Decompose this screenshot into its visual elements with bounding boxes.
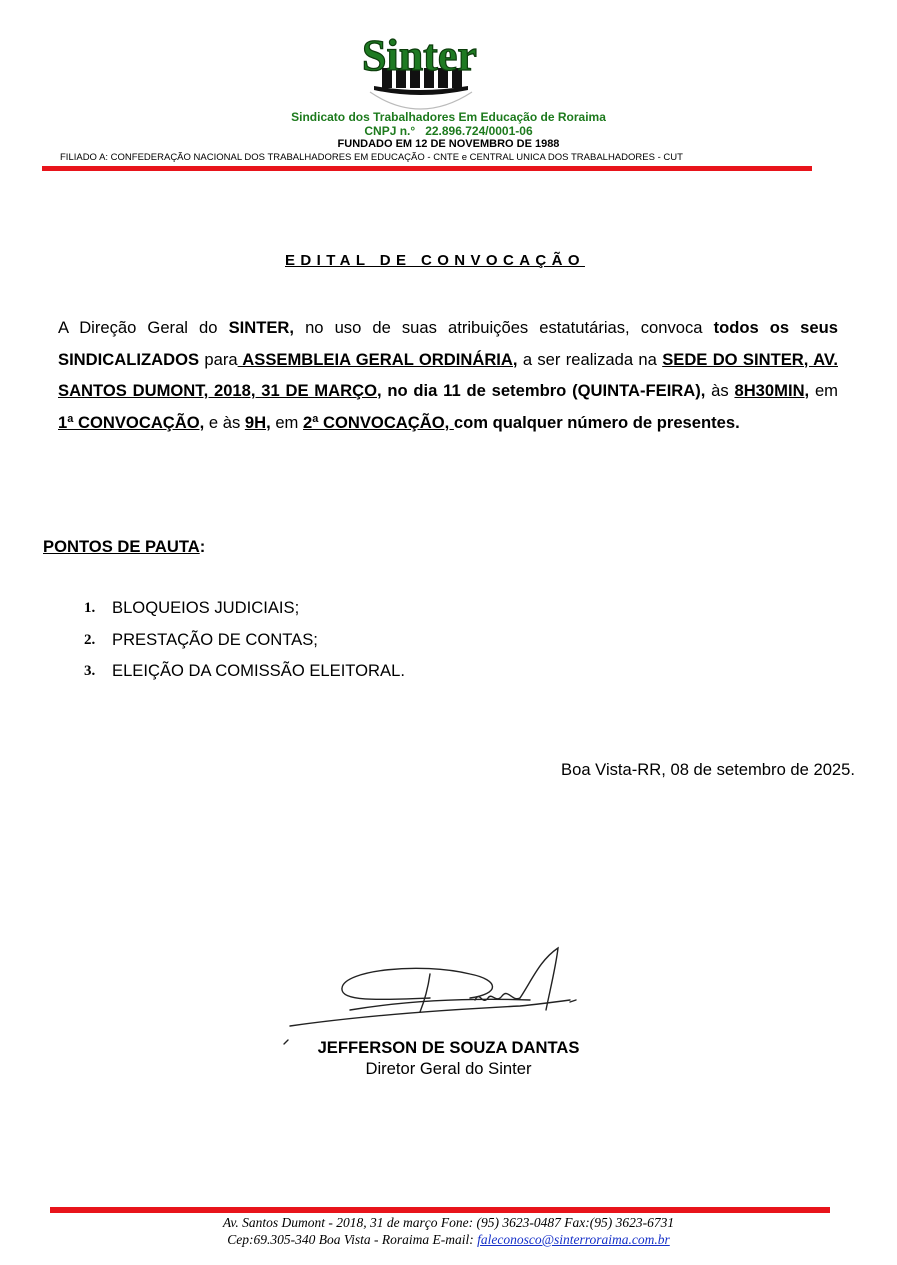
org-name: Sindicato dos Trabalhadores Em Educação de Roraima <box>291 110 606 124</box>
agenda-number: 2. <box>84 631 96 648</box>
body-text: A Direção Geral do <box>58 318 229 337</box>
agenda-item <box>84 661 405 693</box>
affiliation-line: FILIADO A: CONFEDERAÇÃO NACIONAL DOS TRABALHADORES EM EDUCAÇÃO - CNTE e CENTRAL UNICA DOS TRABALHADORES - CUT <box>60 152 683 163</box>
email-link[interactable]: faleconosco@sinterroraima.com.br <box>477 1232 670 1247</box>
header-divider <box>42 166 812 171</box>
meeting-date: no dia 11 de setembro (QUINTA-FEIRA), <box>381 381 706 400</box>
sinter-logo <box>360 30 495 112</box>
convocation-paragraph <box>58 312 838 438</box>
body-text: no uso de suas atribuições estatutárias, convoca <box>294 318 714 337</box>
agenda-item <box>84 630 405 662</box>
first-call-label: 1ª CONVOCAÇÃO, <box>58 412 205 432</box>
footer-contact <box>0 1232 897 1248</box>
agenda-item <box>84 598 405 630</box>
body-bold: SINTER, <box>228 318 295 337</box>
agenda-number: 3. <box>84 663 96 679</box>
agenda-text: PRESTAÇÃO DE CONTAS; <box>112 629 318 649</box>
body-bold: com qualquer número de presentes. <box>453 412 740 432</box>
agenda-title-text: PONTOS DE PAUTA <box>43 537 200 556</box>
body-text: em <box>270 412 303 432</box>
agenda-number: 1. <box>84 600 96 616</box>
body-text: às <box>705 381 735 400</box>
body-text: em <box>809 381 838 400</box>
agenda-title-colon: : <box>199 537 206 556</box>
document-title: EDITAL DE CONVOCAÇÃO <box>285 252 585 269</box>
cnpj-value: 22.896.724/0001-06 <box>425 124 533 138</box>
logo-text: Sinter <box>362 31 477 80</box>
assembly-type: ASSEMBLEIA GERAL ORDINÁRIA, <box>237 349 518 369</box>
footer-address: Av. Santos Dumont - 2018, 31 de março Fone: (95) 3623-0487 Fax:(95) 3623-6731 <box>222 1215 675 1230</box>
signer-name-text: JEFFERSON DE SOUZA DANTAS <box>317 1038 580 1057</box>
signer-name <box>0 1038 897 1058</box>
body-text: para <box>199 349 238 369</box>
org-cnpj <box>0 124 897 138</box>
body-bold: todos os seus SINDICALIZADOS <box>58 318 839 369</box>
body-text: a ser realizada na <box>517 349 663 369</box>
agenda-list <box>84 598 405 693</box>
signer-title: Diretor Geral do Sinter <box>365 1059 532 1078</box>
document-date: Boa Vista-RR, 08 de setembro de 2025. <box>561 760 855 779</box>
second-call-time: 9H, <box>244 412 271 432</box>
footer-divider <box>50 1207 830 1213</box>
agenda-title <box>43 537 205 557</box>
footer-postal: Cep:69.305-340 Boa Vista - Roraima E-mail: <box>227 1232 478 1247</box>
agenda-text: BLOQUEIOS JUDICIAIS; <box>112 598 300 617</box>
founded-date: FUNDADO EM 12 DE NOVEMBRO DE 1988 <box>337 138 560 150</box>
body-text: e às <box>204 412 245 432</box>
meeting-location: SEDE DO SINTER, AV. SANTOS DUMONT, 2018, 31 DE MARÇO, <box>58 349 838 400</box>
agenda-text: ELEIÇÃO DA COMISSÃO ELEITORAL. <box>112 661 405 680</box>
cnpj-label: CNPJ n.° <box>364 124 416 138</box>
first-call-time: 8H30MIN, <box>734 381 810 400</box>
second-call-label: 2ª CONVOCAÇÃO, <box>302 412 454 432</box>
